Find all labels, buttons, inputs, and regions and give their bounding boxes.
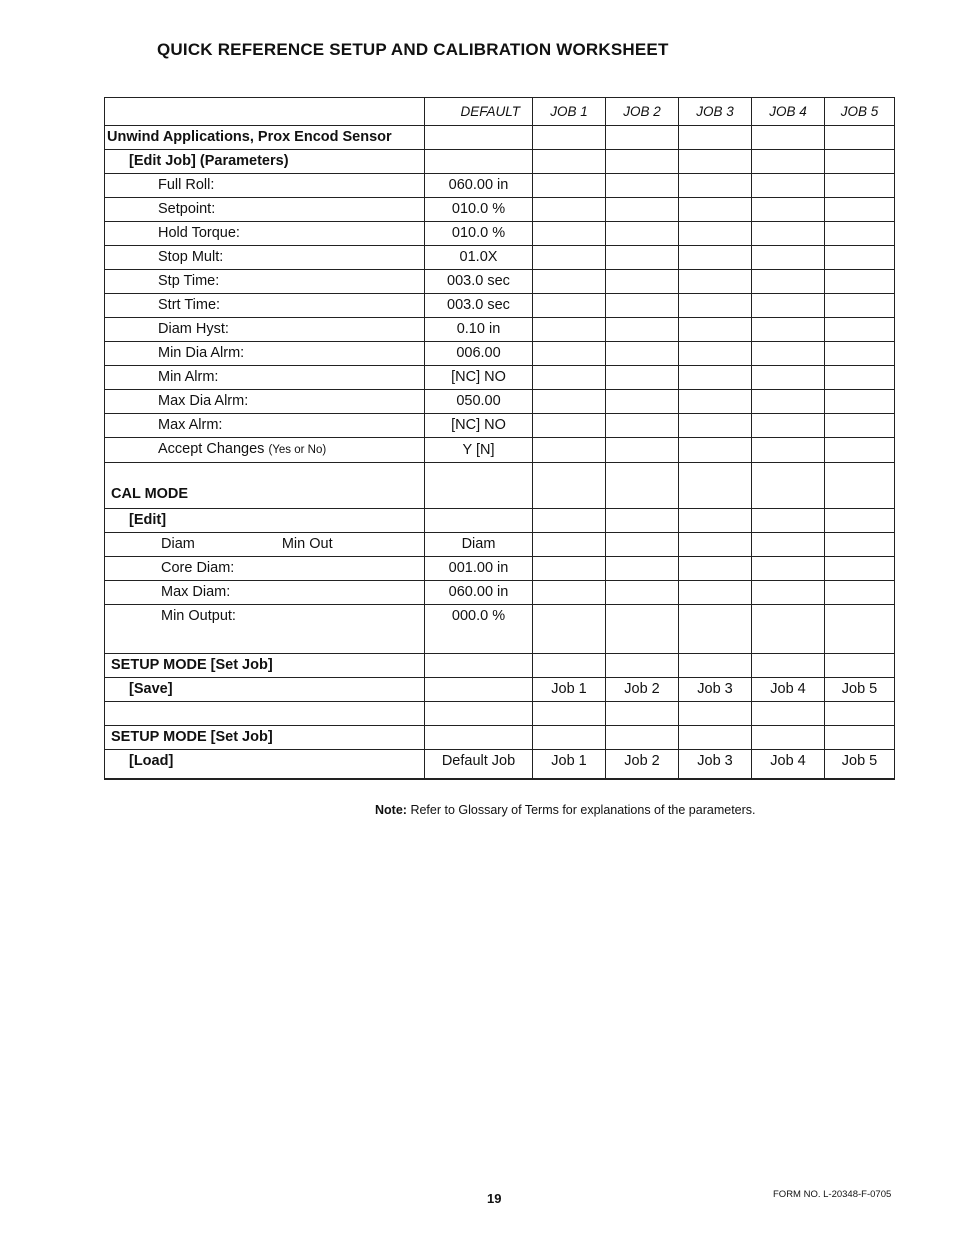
parameter-label: Min Dia Alrm: — [105, 342, 425, 366]
parameter-row — [105, 414, 895, 438]
empty-cell[interactable] — [679, 509, 752, 533]
job-entry-cell[interactable] — [533, 198, 606, 222]
spacer-row — [105, 702, 895, 726]
job-entry-cell[interactable] — [679, 246, 752, 270]
empty-cell[interactable] — [825, 463, 895, 509]
empty-cell[interactable] — [533, 126, 606, 150]
save-job4[interactable]: Job 4 — [752, 678, 825, 702]
job-entry-cell[interactable] — [606, 174, 679, 198]
empty-cell[interactable] — [533, 726, 606, 750]
save-job1[interactable]: Job 1 — [533, 678, 606, 702]
job-entry-cell[interactable] — [679, 605, 752, 654]
job-entry-cell[interactable] — [606, 390, 679, 414]
empty-cell[interactable] — [425, 150, 533, 174]
job-entry-cell[interactable] — [825, 174, 895, 198]
job-entry-cell[interactable] — [752, 557, 825, 581]
job3-column-header: JOB 3 — [679, 98, 752, 126]
default-value: [NC] NO — [425, 414, 533, 438]
job-entry-cell[interactable] — [679, 174, 752, 198]
empty-cell[interactable] — [606, 726, 679, 750]
load-label: [Load] — [105, 750, 425, 780]
section-subheading-row — [105, 150, 895, 174]
empty-cell[interactable] — [679, 726, 752, 750]
parameter-label: Max Dia Alrm: — [105, 390, 425, 414]
job-entry-cell[interactable] — [825, 581, 895, 605]
default-column-header: DEFAULT — [425, 98, 533, 126]
job-entry-cell[interactable] — [752, 270, 825, 294]
empty-cell[interactable] — [825, 654, 895, 678]
empty-cell[interactable] — [533, 654, 606, 678]
job-entry-cell[interactable] — [606, 342, 679, 366]
parameter-label: Max Diam: — [105, 581, 425, 605]
parameter-row — [105, 438, 895, 463]
load-job3[interactable]: Job 3 — [679, 750, 752, 780]
parameter-row — [105, 270, 895, 294]
job-entry-cell[interactable] — [533, 318, 606, 342]
parameter-label: Hold Torque: — [105, 222, 425, 246]
job-entry-cell[interactable] — [752, 174, 825, 198]
job-entry-cell[interactable] — [679, 294, 752, 318]
job-entry-cell[interactable] — [752, 605, 825, 654]
job-entry-cell[interactable] — [679, 222, 752, 246]
default-value: 010.0 % — [425, 222, 533, 246]
setup-save-heading: SETUP MODE [Set Job] — [105, 654, 425, 678]
job-entry-cell[interactable] — [752, 366, 825, 390]
empty-cell — [825, 702, 895, 726]
job-entry-cell[interactable] — [679, 342, 752, 366]
default-value: 060.00 in — [425, 174, 533, 198]
job-entry-cell[interactable] — [606, 294, 679, 318]
job-entry-cell[interactable] — [606, 270, 679, 294]
empty-cell[interactable] — [752, 463, 825, 509]
job-entry-cell[interactable] — [679, 390, 752, 414]
parameter-row — [105, 198, 895, 222]
job-entry-cell[interactable] — [606, 605, 679, 654]
job-entry-cell[interactable] — [606, 318, 679, 342]
job-entry-cell[interactable] — [533, 414, 606, 438]
save-job2[interactable]: Job 2 — [606, 678, 679, 702]
job-entry-cell[interactable] — [825, 366, 895, 390]
job-entry-cell[interactable] — [825, 294, 895, 318]
parameter-row — [105, 557, 895, 581]
job-entry-cell[interactable] — [606, 198, 679, 222]
page-title: QUICK REFERENCE SETUP AND CALIBRATION WORKSHEET — [157, 40, 669, 59]
job-entry-cell[interactable] — [533, 222, 606, 246]
job-entry-cell[interactable] — [825, 533, 895, 557]
job1-column-header: JOB 1 — [533, 98, 606, 126]
load-job4[interactable]: Job 4 — [752, 750, 825, 780]
job-entry-cell[interactable] — [825, 318, 895, 342]
job-entry-cell[interactable] — [533, 246, 606, 270]
parameter-label: Full Roll: — [105, 174, 425, 198]
form-number: FORM NO. L-20348-F-0705 — [773, 1189, 892, 1200]
job-entry-cell[interactable] — [606, 533, 679, 557]
empty-cell[interactable] — [533, 463, 606, 509]
default-value: 050.00 — [425, 390, 533, 414]
job-entry-cell[interactable] — [533, 366, 606, 390]
section-heading-row — [105, 726, 895, 750]
parameter-label: Setpoint: — [105, 198, 425, 222]
job-entry-cell[interactable] — [825, 342, 895, 366]
parameter-row — [105, 581, 895, 605]
parameter-row — [105, 533, 895, 557]
accept-changes-label: Accept Changes — [158, 441, 265, 457]
empty-cell — [425, 702, 533, 726]
default-value: 0.10 in — [425, 318, 533, 342]
job-entry-cell[interactable] — [679, 438, 752, 463]
parameter-row — [105, 318, 895, 342]
empty-cell[interactable] — [752, 126, 825, 150]
empty-cell[interactable] — [825, 150, 895, 174]
parameter-row — [105, 342, 895, 366]
empty-cell — [752, 702, 825, 726]
page-number: 19 — [487, 1191, 502, 1206]
empty-cell — [425, 678, 533, 702]
accept-changes-note: (Yes or No) — [268, 444, 327, 456]
job-entry-cell[interactable] — [752, 414, 825, 438]
job4-column-header: JOB 4 — [752, 98, 825, 126]
default-value: 001.00 in — [425, 557, 533, 581]
job-entry-cell[interactable] — [533, 294, 606, 318]
empty-cell — [533, 702, 606, 726]
job-entry-cell[interactable] — [606, 414, 679, 438]
job-entry-cell[interactable] — [825, 198, 895, 222]
default-value: Diam — [425, 533, 533, 557]
empty-cell[interactable] — [533, 150, 606, 174]
default-value: 006.00 — [425, 342, 533, 366]
save-row — [105, 678, 895, 702]
parameter-label: Min Alrm: — [105, 366, 425, 390]
parameter-row — [105, 246, 895, 270]
default-value: 010.0 % — [425, 198, 533, 222]
header-blank-cell — [105, 98, 425, 126]
job-entry-cell[interactable] — [606, 438, 679, 463]
job-entry-cell[interactable] — [752, 318, 825, 342]
note-label: Note: — [375, 803, 407, 817]
empty-cell[interactable] — [425, 509, 533, 533]
empty-cell[interactable] — [825, 509, 895, 533]
empty-cell[interactable] — [679, 126, 752, 150]
job-entry-cell[interactable] — [752, 581, 825, 605]
parameter-row — [105, 366, 895, 390]
job-entry-cell[interactable] — [533, 605, 606, 654]
empty-cell[interactable] — [606, 150, 679, 174]
default-value: 003.0 sec — [425, 270, 533, 294]
job-entry-cell[interactable] — [679, 581, 752, 605]
job-entry-cell[interactable] — [825, 557, 895, 581]
load-default[interactable]: Default Job — [425, 750, 533, 780]
parameter-label: Strt Time: — [105, 294, 425, 318]
job2-column-header: JOB 2 — [606, 98, 679, 126]
parameter-label: Max Alrm: — [105, 414, 425, 438]
load-job5[interactable]: Job 5 — [825, 750, 895, 780]
parameter-row — [105, 605, 895, 654]
load-job2[interactable]: Job 2 — [606, 750, 679, 780]
job-entry-cell[interactable] — [533, 390, 606, 414]
job-entry-cell[interactable] — [606, 581, 679, 605]
empty-cell[interactable] — [606, 126, 679, 150]
job5-column-header: JOB 5 — [825, 98, 895, 126]
parameter-row — [105, 222, 895, 246]
save-job5[interactable]: Job 5 — [825, 678, 895, 702]
job-entry-cell[interactable] — [752, 222, 825, 246]
empty-cell[interactable] — [533, 509, 606, 533]
empty-cell[interactable] — [606, 463, 679, 509]
job-entry-cell[interactable] — [679, 414, 752, 438]
cal-edit-subheading: [Edit] — [105, 509, 425, 533]
job-entry-cell[interactable] — [533, 581, 606, 605]
parameter-label: Core Diam: — [105, 557, 425, 581]
empty-cell[interactable] — [679, 150, 752, 174]
unwind-heading: Unwind Applications, Prox Encod Sensor — [105, 126, 425, 150]
section-heading-row — [105, 126, 895, 150]
empty-cell — [606, 702, 679, 726]
parameter-row — [105, 174, 895, 198]
job-entry-cell[interactable] — [752, 294, 825, 318]
job-entry-cell[interactable] — [752, 246, 825, 270]
setup-load-heading: SETUP MODE [Set Job] — [105, 726, 425, 750]
empty-cell[interactable] — [752, 509, 825, 533]
parameter-label — [105, 438, 425, 463]
empty-cell[interactable] — [425, 726, 533, 750]
parameter-label — [105, 533, 425, 557]
empty-cell[interactable] — [752, 654, 825, 678]
job-entry-cell[interactable] — [825, 246, 895, 270]
empty-cell[interactable] — [606, 654, 679, 678]
default-value: [NC] NO — [425, 366, 533, 390]
header-row — [105, 98, 895, 126]
job-entry-cell[interactable] — [679, 366, 752, 390]
cal-mode-heading: CAL MODE — [105, 463, 425, 509]
empty-cell[interactable] — [425, 126, 533, 150]
default-value: Y [N] — [425, 438, 533, 463]
job-entry-cell[interactable] — [533, 270, 606, 294]
empty-cell[interactable] — [752, 726, 825, 750]
job-entry-cell[interactable] — [679, 318, 752, 342]
job-entry-cell[interactable] — [533, 342, 606, 366]
job-entry-cell[interactable] — [606, 557, 679, 581]
default-value: 003.0 sec — [425, 294, 533, 318]
empty-cell — [105, 702, 425, 726]
parameter-label: Diam Hyst: — [105, 318, 425, 342]
job-entry-cell[interactable] — [825, 270, 895, 294]
empty-cell[interactable] — [752, 150, 825, 174]
job-entry-cell[interactable] — [533, 174, 606, 198]
default-value: 000.0 % — [425, 605, 533, 654]
job-entry-cell[interactable] — [606, 366, 679, 390]
empty-cell — [679, 702, 752, 726]
job-entry-cell[interactable] — [679, 557, 752, 581]
parameter-label: Min Output: — [105, 605, 425, 654]
job-entry-cell[interactable] — [825, 605, 895, 654]
parameter-label: Stop Mult: — [105, 246, 425, 270]
note-text: Refer to Glossary of Terms for explanations of the parameters. — [410, 803, 756, 817]
edit-job-subheading: [Edit Job] (Parameters) — [105, 150, 425, 174]
job-entry-cell[interactable] — [752, 533, 825, 557]
empty-cell[interactable] — [679, 463, 752, 509]
job-entry-cell[interactable] — [533, 557, 606, 581]
job-entry-cell[interactable] — [752, 342, 825, 366]
save-label: [Save] — [105, 678, 425, 702]
empty-cell[interactable] — [825, 726, 895, 750]
job-entry-cell[interactable] — [752, 390, 825, 414]
job-entry-cell[interactable] — [533, 438, 606, 463]
empty-cell[interactable] — [606, 509, 679, 533]
empty-cell[interactable] — [825, 126, 895, 150]
job-entry-cell[interactable] — [825, 222, 895, 246]
min-out-label: Min Out — [281, 536, 333, 552]
empty-cell[interactable] — [425, 654, 533, 678]
empty-cell[interactable] — [425, 463, 533, 509]
empty-cell[interactable] — [679, 654, 752, 678]
job-entry-cell[interactable] — [606, 246, 679, 270]
job-entry-cell[interactable] — [825, 414, 895, 438]
save-job3[interactable]: Job 3 — [679, 678, 752, 702]
parameter-row — [105, 390, 895, 414]
load-job1[interactable]: Job 1 — [533, 750, 606, 780]
footnote — [375, 803, 756, 817]
job-entry-cell[interactable] — [825, 390, 895, 414]
job-entry-cell[interactable] — [533, 533, 606, 557]
section-heading-row — [105, 463, 895, 509]
default-value: 060.00 in — [425, 581, 533, 605]
worksheet-table — [104, 97, 895, 780]
default-value: 01.0X — [425, 246, 533, 270]
diam-label: Diam — [161, 536, 195, 552]
parameter-row — [105, 294, 895, 318]
job-entry-cell[interactable] — [679, 533, 752, 557]
job-entry-cell[interactable] — [752, 198, 825, 222]
parameter-label: Stp Time: — [105, 270, 425, 294]
job-entry-cell[interactable] — [679, 270, 752, 294]
section-subheading-row — [105, 509, 895, 533]
job-entry-cell[interactable] — [825, 438, 895, 463]
load-row — [105, 750, 895, 780]
section-heading-row — [105, 654, 895, 678]
job-entry-cell[interactable] — [679, 198, 752, 222]
job-entry-cell[interactable] — [606, 222, 679, 246]
job-entry-cell[interactable] — [752, 438, 825, 463]
